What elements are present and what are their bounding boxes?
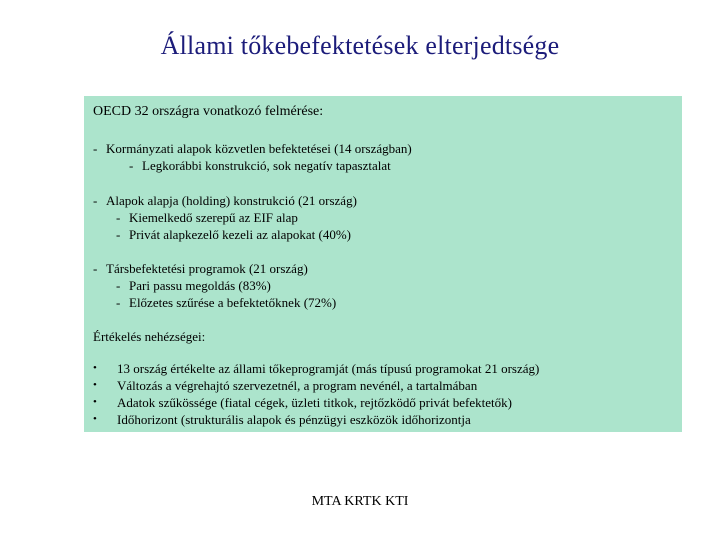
- subitem-label: Pari passu megoldás (83%): [129, 278, 271, 293]
- bullet-item-4: Időhorizont (strukturális alapok és pénzügyi eszközök időhorizontja: [117, 412, 471, 427]
- bullet-icon: •: [93, 362, 97, 374]
- survey-heading: OECD 32 országra vonatkozó felmérése:: [93, 104, 324, 119]
- group-label-1: Kormányzati alapok közvetlen befektetései (14 országban): [106, 141, 412, 156]
- bullet-item-1: 13 ország értékelte az állami tőkeprogramját (más típusú programokat 21 ország): [117, 361, 540, 376]
- evaluation-heading: Értékelés nehézségei:: [93, 329, 206, 344]
- subitem-label: Legkorábbi konstrukció, sok negatív tapasztalat: [142, 158, 391, 173]
- slide-title: Állami tőkebefektetések elterjedtsége: [160, 31, 560, 60]
- bullet-item-3: Adatok szűkössége (fiatal cégek, üzleti titkok, rejtőzködő privát befektetők): [117, 395, 512, 410]
- group-item-1: - Kormányzati alapok közvetlen befektetései (14 országban): [93, 141, 412, 156]
- group-label-3: Társbefektetési programok (21 ország): [106, 261, 308, 276]
- bullet-item-2: Változás a végrehajtó szervezetnél, a program nevénél, a tartalmában: [117, 378, 478, 393]
- bullet-icon: •: [93, 396, 97, 408]
- subitem-label: Előzetes szűrése a befektetőknek (72%): [129, 295, 337, 310]
- subitem-1-1: - Legkorábbi konstrukció, sok negatív tapasztalat: [129, 158, 391, 173]
- subitem-2-2: - Privát alapkezelő kezeli az alapokat (40%): [116, 227, 351, 242]
- group-item-3: - Társbefektetési programok (21 ország): [93, 261, 308, 276]
- subitem-3-1: - Pari passu megoldás (83%): [116, 278, 271, 293]
- subitem-3-2: - Előzetes szűrése a befektetőknek (72%): [116, 295, 337, 310]
- subitem-label: Kiemelkedő szerepű az EIF alap: [129, 210, 298, 225]
- bullet-icon: •: [93, 379, 97, 391]
- subitem-label: Privát alapkezelő kezeli az alapokat (40%): [129, 227, 351, 242]
- bullet-icon: •: [93, 413, 97, 425]
- group-label-2: Alapok alapja (holding) konstrukció (21 ország): [106, 193, 357, 208]
- footer-label: MTA KRTK KTI: [311, 494, 409, 509]
- content-box: [84, 96, 682, 432]
- subitem-2-1: - Kiemelkedő szerepű az EIF alap: [116, 210, 298, 225]
- group-item-2: - Alapok alapja (holding) konstrukció (21 ország): [93, 193, 357, 208]
